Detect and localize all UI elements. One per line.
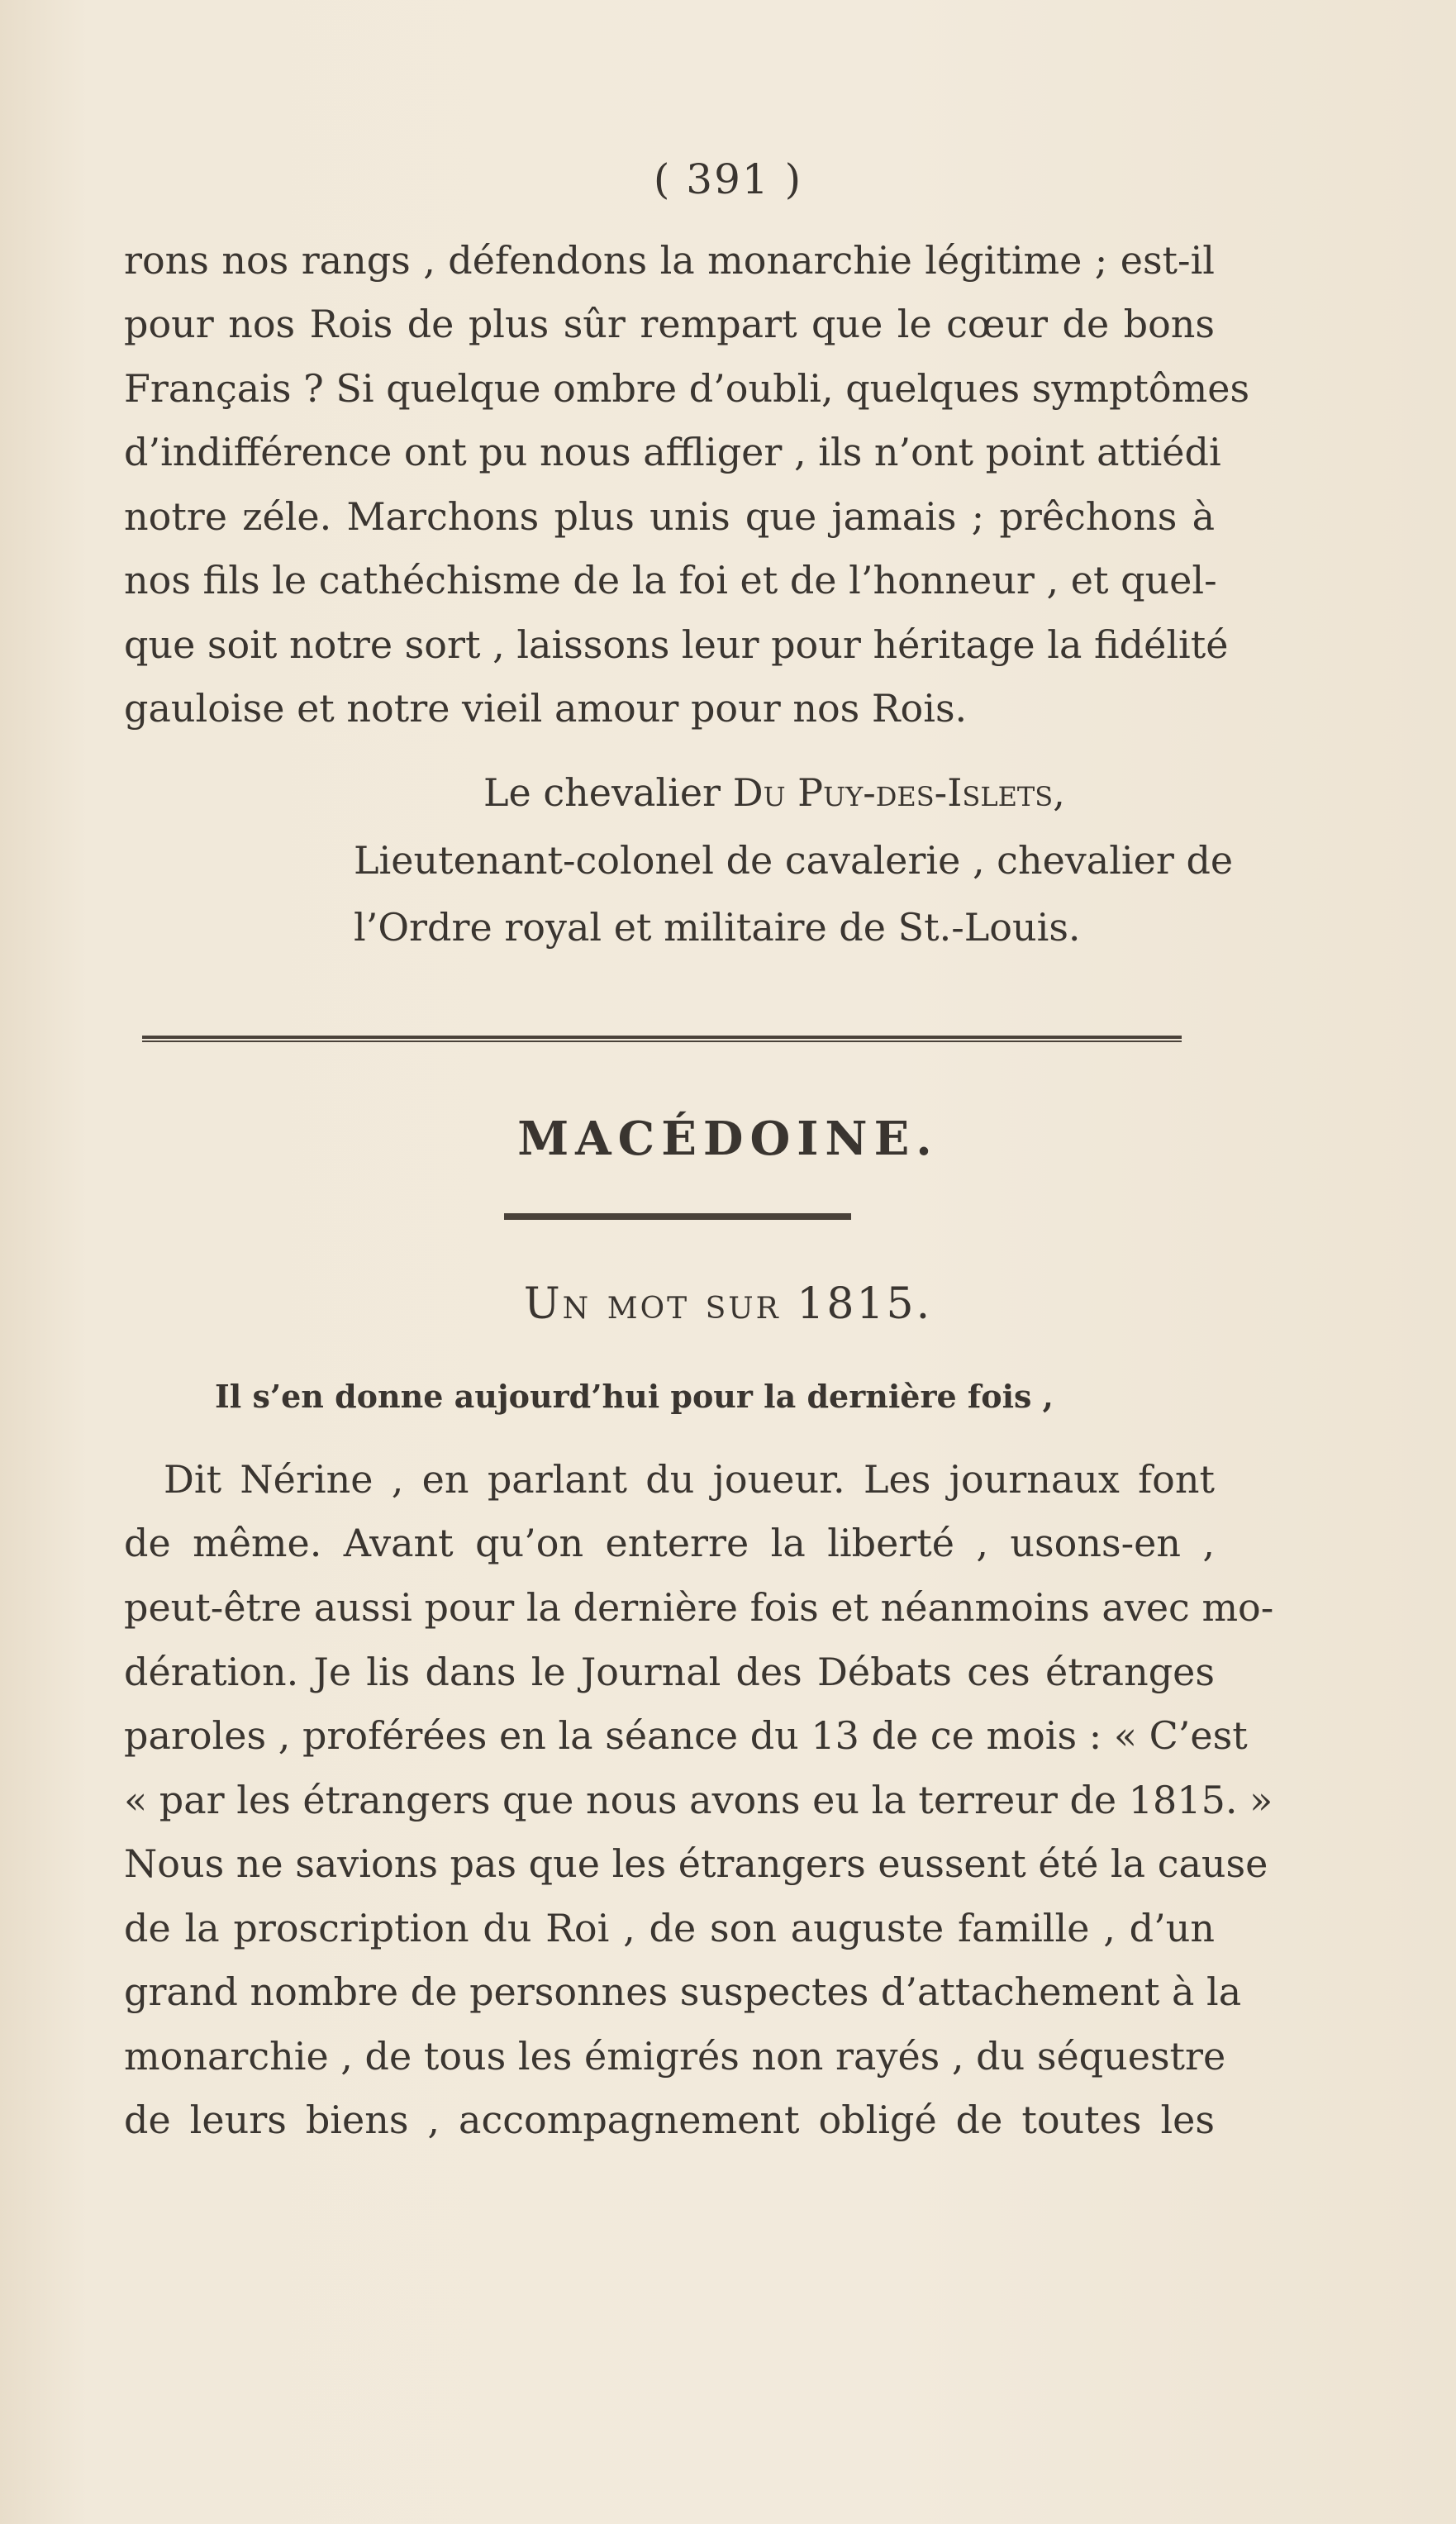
text-line: de même. Avant qu’on enterre la liberté , usons-en , [124,1521,1215,1565]
signature-name: Du Puy-des-Islets, [732,770,1065,815]
text-line: Français ? Si quelque ombre d’oubli, quelques symptômes [124,366,1250,411]
page-number: ( 391 ) [653,155,803,203]
text-line: que soit notre sort , laissons leur pour héritage la fidélité [124,622,1229,667]
text-line: « par les étrangers que nous avons eu la terreur de 1815. » [124,1778,1273,1822]
text-line: Nous ne savions pas que les étrangers eussent été la cause [124,1841,1268,1886]
text-line: dération. Je lis dans le Journal des Débats ces étranges [124,1650,1215,1694]
signature-rank: Lieutenant-colonel de cavalerie , chevalier de [354,838,1234,883]
text-line: paroles , proférées en la séance du 13 de ce mois : « C’est [124,1713,1248,1758]
text-line: monarchie , de tous les émigrés non rayés , du séquestre [124,2034,1226,2079]
epigraph: Il s’en donne aujourd’hui pour la dernière fois , [215,1378,1054,1415]
text-line: d’indifférence ont pu nous affliger , ils n’ont point attiédi [124,430,1221,474]
text-line: notre zéle. Marchons plus unis que jamais ; prêchons à [124,494,1215,539]
article-title: Un mot sur 1815. [523,1279,933,1329]
signature-order: l’Ordre royal et militaire de St.-Louis. [354,905,1081,950]
text-line: gauloise et notre vieil amour pour nos Rois. [124,686,968,731]
text-line: de la proscription du Roi , de son auguste famille , d’un [124,1906,1215,1950]
section-title: MACÉDOINE. [517,1112,939,1166]
text-line: nos fils le cathéchisme de la foi et de l’honneur , et quel- [124,558,1217,602]
title-rule [504,1213,851,1220]
signature-name-line [483,770,1065,815]
text-line: grand nombre de personnes suspectes d’attachement à la [124,1969,1242,2014]
text-line: rons nos rangs , défendons la monarchie légitime ; est-il [124,238,1215,283]
text-line: peut-être aussi pour la dernière fois et néanmoins avec mo- [124,1585,1274,1630]
text-line: Dit Nérine , en parlant du joueur. Les journaux font [164,1457,1215,1502]
text-line: de leurs biens , accompagnement obligé de toutes les [124,2098,1215,2142]
section-divider [142,1036,1182,1042]
text-line: pour nos Rois de plus sûr rempart que le cœur de bons [124,302,1215,346]
signature-prefix: Le chevalier [483,770,733,815]
